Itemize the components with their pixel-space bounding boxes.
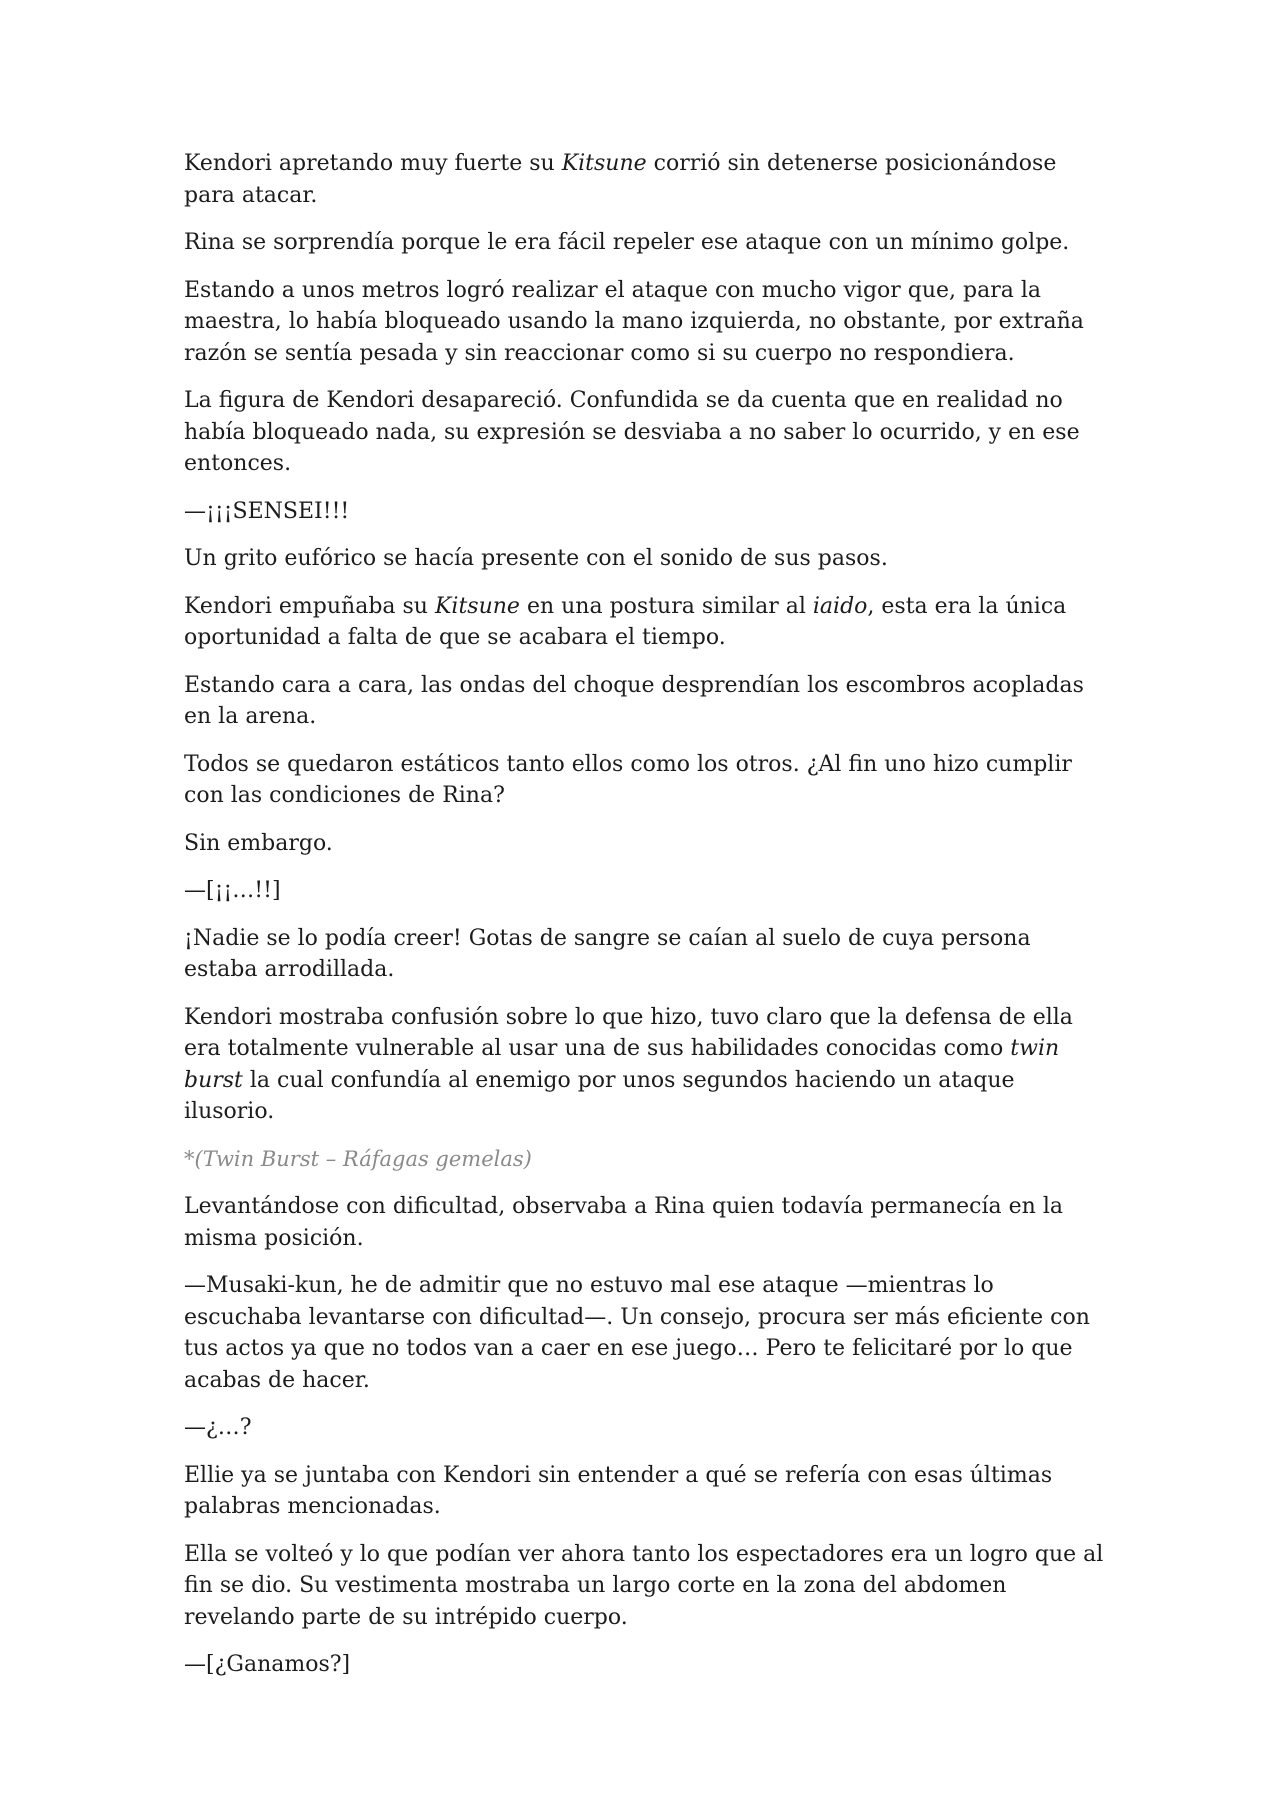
paragraph [184,1539,1105,1634]
paragraph [184,1649,1105,1681]
text-run: Ella se volteó y lo que podían ver ahora tanto los espectadores era un logro que al fin se dio. Su vestimenta mostraba un largo corte en la zona del abdomen revelando parte de su intrépido cuerpo. [184,1541,1104,1630]
italic-text: twin burst [184,1036,1060,1093]
paragraph [184,923,1105,986]
paragraph [184,670,1105,733]
paragraph [184,385,1105,480]
paragraph [184,1002,1105,1128]
text-run: Kendori empuñaba su [184,593,435,619]
text-run: —Musaki-kun, he de admitir que no estuvo mal ese ataque —mientras lo escuchaba levantarse con dificultad—. Un consejo, procura ser más eficiente con tus actos ya que no todos van a caer en ese juego… Pero te felicitaré por lo que acabas de hacer. [184,1273,1090,1393]
paragraph [184,1270,1105,1396]
text-run: —¡¡¡SENSEI!!! [184,498,350,524]
text-run: La figura de Kendori desapareció. Confundida se da cuenta que en realidad no había bloqueado nada, su expresión se desviaba a no saber lo ocurrido, y en ese entonces. [184,388,1080,476]
text-run: *(Twin Burst – Ráfagas gemelas) [184,1146,532,1171]
text-run: —¿…? [184,1415,252,1440]
paragraph [184,1460,1105,1523]
paragraph [184,496,1105,528]
paragraph [184,227,1105,259]
paragraph [184,1191,1105,1254]
paragraph [184,275,1105,370]
italic-text: iaido [812,593,868,619]
text-run: Kendori mostraba confusión sobre lo que hizo, tuvo claro que la defensa de ella era totalmente vulnerable al usar una de sus habilidades conocidas como [184,1004,1073,1061]
text-run: Estando a unos metros logró realizar el ataque con mucho vigor que, para la maestra, lo había bloqueado usando la mano izquierda, no obstante, por extraña razón se sentía pesada y sin reaccionar como si su cuerpo no respondiera. [184,277,1084,366]
body-text [184,148,1105,1681]
text-run: Kendori apretando muy fuerte su [184,151,562,176]
text-run: Todos se quedaron estáticos tanto ellos como los otros. ¿Al fin uno hizo cumplir con las condiciones de Rina? [184,751,1072,808]
text-run: Rina se sorprendía porque le era fácil repeler ese ataque con un mínimo golpe. [184,230,1070,255]
text-run: Un grito eufórico se hacía presente con el sonido de sus pasos. [184,546,888,571]
footnote-paragraph [184,1144,1105,1176]
paragraph [184,1412,1105,1444]
text-run: Ellie ya se juntaba con Kendori sin entender a qué se refería con esas últimas palabras mencionadas. [184,1462,1053,1519]
text-run: —[¿Ganamos?] [184,1652,351,1677]
paragraph [184,543,1105,575]
text-run: corrió sin detenerse posicionándose para atacar. [184,151,1057,208]
paragraph [184,148,1105,211]
italic-text: Kitsune [434,593,520,619]
italic-text: Kitsune [561,151,647,176]
paragraph [184,591,1105,654]
text-run: la cual confundía al enemigo por unos segundos haciendo un ataque ilusorio. [184,1067,1015,1124]
paragraph [184,875,1105,907]
text-run: Estando cara a cara, las ondas del choque desprendían los escombros acopladas en la arena. [184,672,1084,729]
text-run: —[¡¡…!!] [184,878,281,903]
text-run: Sin embargo. [184,830,333,856]
paragraph [184,749,1105,812]
text-run: , esta era la única oportunidad a falta de que se acabara el tiempo. [184,593,1067,650]
text-run: ¡Nadie se lo podía creer! Gotas de sangre se caían al suelo de cuya persona estaba arrodillada. [184,925,1031,982]
paragraph [184,828,1105,860]
text-run: Levantándose con dificultad, observaba a Rina quien todavía permanecía en la misma posición. [184,1194,1063,1251]
text-run: en una postura similar al [519,593,813,619]
